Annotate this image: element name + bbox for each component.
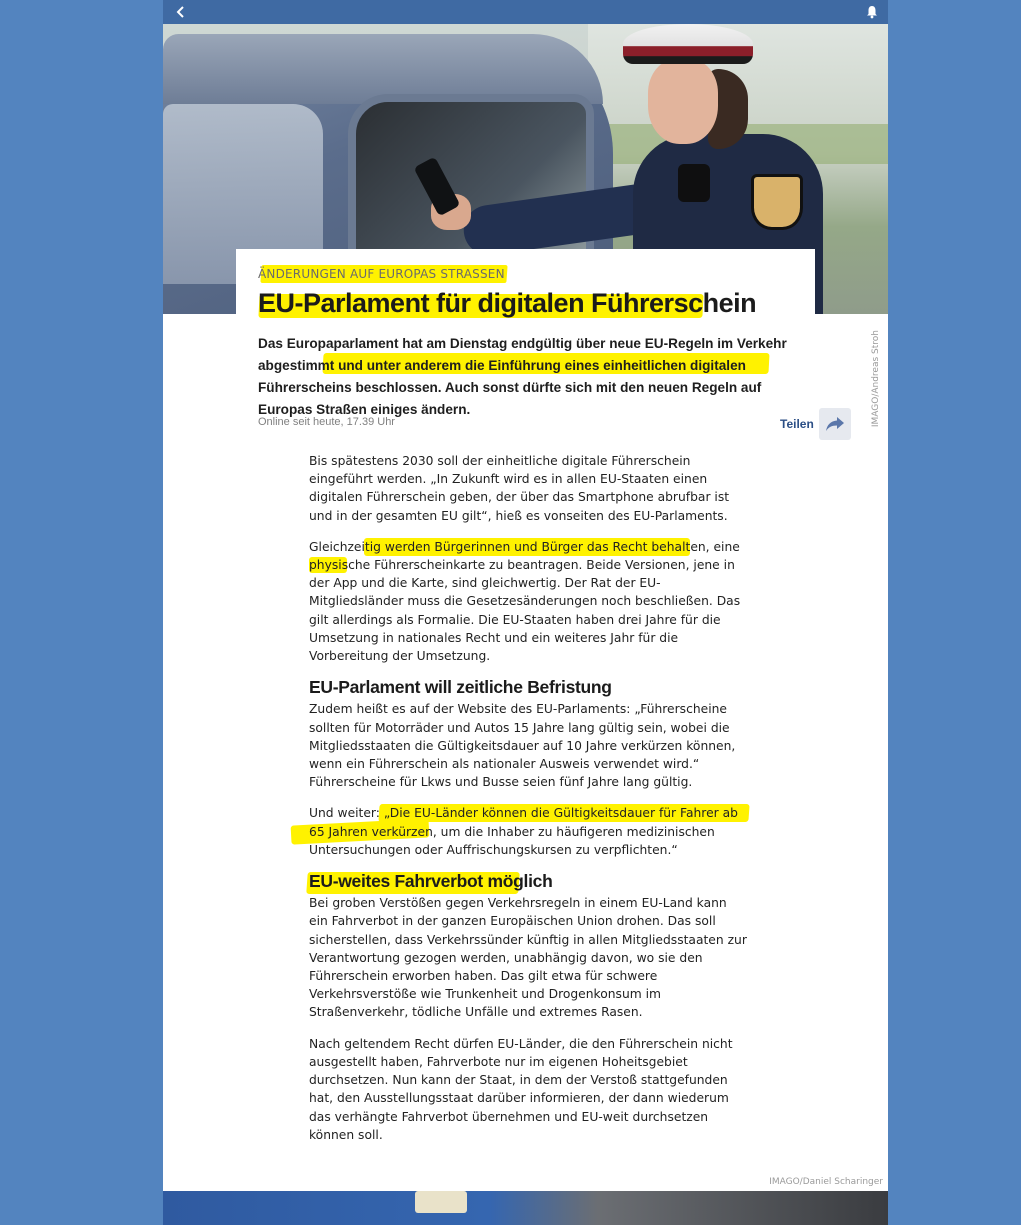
paragraph: Bis spätestens 2030 soll der einheitliche digitale Führerschein eingeführt werden. „In Zukunft wird es in allen EU-Staaten einen digitalen Führerschein geben, der über das Smartphone abrufbar ist und in der gesamten EU gilt“, hieß es vonseiten des EU-Parlaments. xyxy=(309,454,730,523)
paragraph: Bei groben Verstößen gegen Verkehrsregeln in einem EU-Land kann ein Fahrverbot in der ganzen Europäischen Union drohen. Das soll sicherstellen, dass Verkehrssünder künftig in allen Mitgliedsstaaten zur Verantwortung gezogen werden, unabhängig davon, wo sie den Führerschein erworben haben. Das gilt etwa für schwere Verkehrsverstöße wie Trunkenheit und Drogenkonsum im Straßenverkehr, tödliche Unfälle und extremes Rasen. xyxy=(309,896,747,1020)
paragraph: Zudem heißt es auf der Website des EU-Parlaments: „Führerscheine sollten für Motorräder und Autos 15 Jahre lang gültig sein, wobei die Mitgliedsstaaten die Gültigkeitsdauer auf 10 Jahre verkürzen können, wenn ein Führerschein als nationaler Ausweis verwendet wird.“ Führerscheine für Lkws und Busse seien fünf Jahre lang gültig. xyxy=(309,702,736,790)
share-icon xyxy=(819,408,851,440)
notifications-button[interactable] xyxy=(862,2,882,22)
next-article-image[interactable] xyxy=(163,1191,888,1225)
paragraph: Gleichzeitig werden Bürgerinnen und Bürger das Recht behalten, eine physische Führerscheinkarte zu beantragen. Beide Versionen, jene in der App und die Karte, sind gleichwertig. Der Rat der EU-Mitgliedsländer muss die Gesetzesänderungen noch beschließen. Das gilt allerdings als Formalie. Die EU-Staaten haben drei Jahre für die Umsetzung in nationales Recht und ein weiteres Jahr für die Vorbereitung der Umsetzung. xyxy=(309,539,741,664)
article-kicker: ÄNDERUNGEN AUF EUROPAS STRASSEN xyxy=(258,267,505,281)
share-button[interactable] xyxy=(780,408,851,440)
published-time: Online seit heute, 17.39 Uhr xyxy=(258,416,395,428)
back-button[interactable] xyxy=(171,2,191,22)
bell-icon xyxy=(866,5,878,19)
article-body xyxy=(309,452,749,1157)
section-heading: EU-weites Fahrverbot möglich xyxy=(309,872,749,890)
hero-photo-credit: IMAGO/Andreas Stroh xyxy=(871,330,881,428)
paragraph: Und weiter: „Die EU-Länder können die Gültigkeitsdauer für Fahrer ab 65 Jahren verkürzen, um die Inhaber zu häufigeren medizinischen Untersuchungen oder Auffrischungskursen zu verpflichten.“ xyxy=(309,804,749,859)
section-heading: EU-Parlament will zeitliche Befristung xyxy=(309,677,612,698)
article-page xyxy=(163,0,888,1225)
share-label: Teilen xyxy=(780,417,814,431)
chevron-left-icon xyxy=(175,5,187,19)
article-title: EU-Parlament für digitalen Führerschein xyxy=(258,288,757,318)
body-photo-credit: IMAGO/Daniel Scharinger xyxy=(769,1177,883,1187)
article-lead: Das Europaparlament hat am Dienstag endgültig über neue EU-Regeln im Verkehr abgestimmt und unter anderem die Einführung eines einheitlichen digitalen Führerscheins beschlossen. Auch sonst dürfte sich mit den neuen Regeln auf Europas Straßen einiges ändern. xyxy=(258,336,787,417)
paragraph: Nach geltendem Recht dürfen EU-Länder, die den Führerschein nicht ausgestellt haben, Fahrverbote nur im eigenen Hoheitsgebiet durchsetzen. Nun kann der Staat, in dem der Verstoß stattgefunden hat, den Ausstellungsstaat darüber informieren, der dann wiederum das verhängte Fahrverbot übernehmen und EU-weit durchsetzen können soll. xyxy=(309,1036,733,1142)
top-bar xyxy=(163,0,888,24)
